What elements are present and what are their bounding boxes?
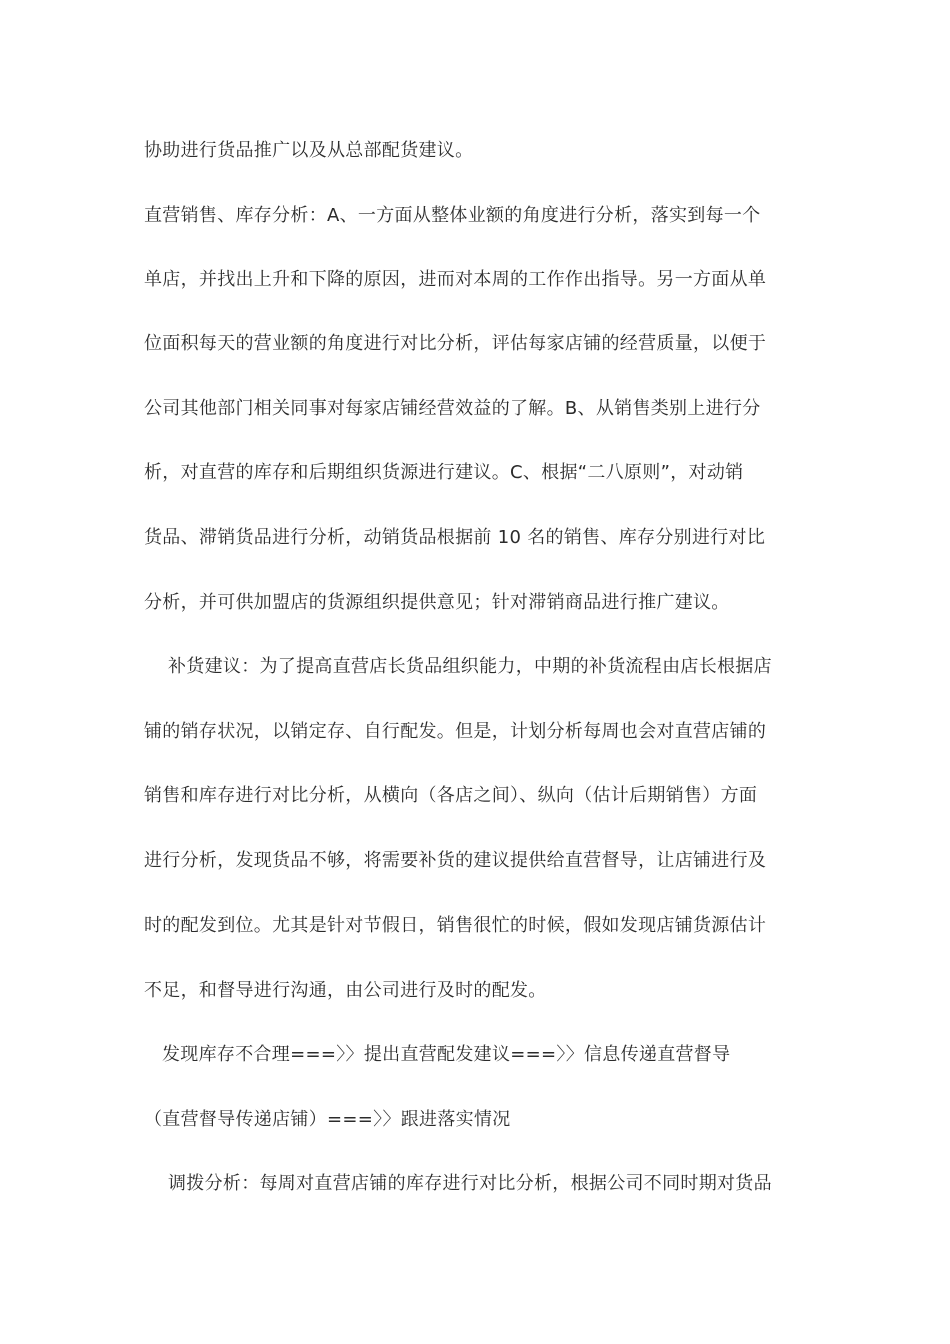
paragraph-line: 协助进行货品推广以及从总部配货建议。 (144, 140, 474, 161)
paragraph-line: 时的配发到位。尤其是针对节假日，销售很忙的时候，假如发现店铺货源估计 (144, 915, 767, 936)
paragraph-line: 公司其他部门相关同事对每家店铺经营效益的了解。B、从销售类别上进行分 (144, 398, 761, 419)
paragraph-line: 调拨分析：每周对直营店铺的库存进行对比分析，根据公司不同时期对货品 (168, 1173, 772, 1194)
paragraph-line: 货品、滞销货品进行分析，动销货品根据前 10 名的销售、库存分别进行对比 (144, 527, 766, 548)
paragraph-line: 补货建议：为了提高直营店长货品组织能力，中期的补货流程由店长根据店 (168, 656, 772, 677)
paragraph-line: 不足，和督导进行沟通，由公司进行及时的配发。 (144, 980, 547, 1001)
paragraph-line: 销售和库存进行对比分析，从横向（各店之间）、纵向（估计后期销售）方面 (144, 785, 758, 806)
paragraph-line: 铺的销存状况，以销定存、自行配发。但是，计划分析每周也会对直营店铺的 (144, 721, 767, 742)
paragraph-line: 位面积每天的营业额的角度进行对比分析，评估每家店铺的经营质量，以便于 (144, 333, 767, 354)
flow-line: 发现库存不合理===〉〉提出直营配发建议===〉〉信息传递直营督导 (162, 1044, 731, 1065)
paragraph-line: 析，对直营的库存和后期组织货源进行建议。C、根据“二八原则”，对动销 (144, 462, 744, 483)
paragraph-line: 分析，并可供加盟店的货源组织提供意见；针对滞销商品进行推广建议。 (144, 592, 730, 613)
paragraph-line: 单店，并找出上升和下降的原因，进而对本周的工作作出指导。另一方面从单 (144, 269, 767, 290)
paragraph-line: 进行分析，发现货品不够，将需要补货的建议提供给直营督导，让店铺进行及 (144, 850, 767, 871)
paragraph-line: 直营销售、库存分析：A、一方面从整体业额的角度进行分析，落实到每一个 (144, 205, 761, 226)
flow-line: （直营督导传递店铺）===〉〉跟进落实情况 (144, 1109, 511, 1130)
